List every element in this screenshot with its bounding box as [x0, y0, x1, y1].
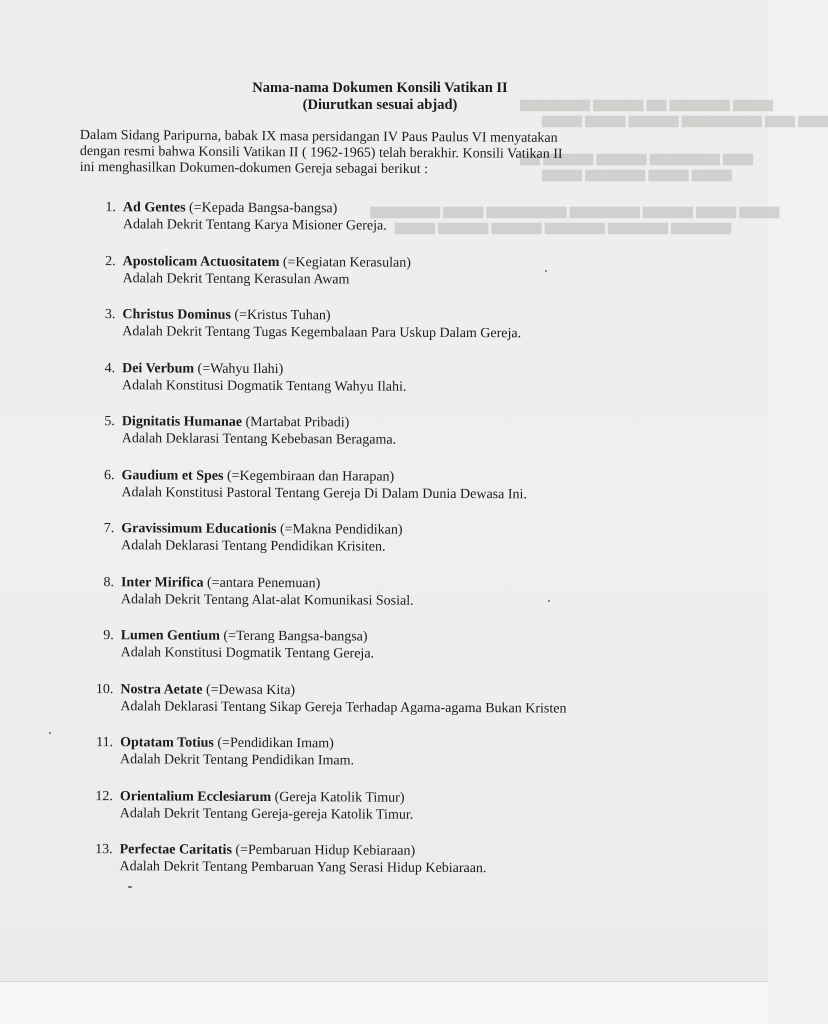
document-description: Adalah Konstitusi Dogmatik Tentang Wahyu Ilahi.	[121, 377, 407, 395]
document-title: Nama-nama Dokumen Konsili Vatikan II	[252, 80, 508, 96]
document-description: Adalah Dekrit Tentang Gereja-gereja Katolik Timur.	[119, 805, 414, 823]
document-description: Adalah Konstitusi Dogmatik Tentang Gereja.	[120, 645, 375, 662]
document-description: Adalah Dekrit Tentang Pembaruan Yang Serasi Hidup Kebiaraan.	[119, 859, 487, 877]
intro-paragraph	[80, 128, 660, 180]
document-meaning: (=Pendidikan Imam)	[217, 735, 334, 752]
document-latin-name: Dignitatis Humanae	[121, 414, 243, 430]
intro-line: dengan resmi bahwa Konsili Vatikan II ( 1962-1965) telah berakhir. Konsili Vatikan II	[79, 143, 563, 162]
item-number: 8.	[103, 574, 115, 590]
list-item	[77, 680, 637, 736]
document-latin-name: Orientalium Ecclesiarum	[119, 788, 272, 805]
document-title-block	[190, 80, 570, 114]
document-description: Adalah Dekrit Tentang Tugas Kegembalaan Para Uskup Dalam Gereja.	[122, 324, 522, 342]
document-meaning: (Martabat Pribadi)	[245, 414, 350, 431]
item-number: 13.	[95, 842, 113, 858]
scan-speck	[548, 600, 550, 602]
document-latin-name: Perfectae Caritatis	[119, 842, 232, 858]
document-latin-name: Ad Gentes	[122, 200, 186, 216]
item-number: 6.	[104, 467, 115, 483]
document-meaning: (=Dewasa Kita)	[205, 682, 296, 698]
document-meaning: (=Wahyu Ilahi)	[197, 361, 284, 377]
list-item	[79, 359, 639, 415]
bleed-through-text: ▆▆▆▆ ▆▆▆▆ ▆▆▆▆▆ ▆▆▆▆▆▆▆▆ ▆▆▆ ▆▆▆	[542, 112, 828, 127]
scan-speck	[128, 886, 132, 888]
document-meaning: (=Makna Pendidikan)	[279, 522, 403, 538]
list-item	[77, 734, 637, 790]
list-item	[79, 306, 639, 362]
bleed-through-text: ▆▆ ▆▆▆▆▆ ▆▆▆▆▆ ▆▆▆▆▆▆▆ ▆▆▆	[520, 150, 753, 165]
document-meaning: (=antara Penemuan)	[207, 575, 321, 591]
list-item	[79, 413, 639, 469]
document-description: Adalah Dekrit Tentang Karya Misioner Gereja.	[122, 217, 387, 234]
document-latin-name: Nostra Aetate	[120, 681, 203, 698]
list-item	[77, 627, 637, 683]
list-item	[80, 199, 640, 255]
list-item	[78, 573, 638, 629]
document-latin-name: Gaudium et Spes	[121, 467, 224, 484]
item-number: 11.	[96, 735, 114, 751]
document-meaning: (=Kegiatan Kerasulan)	[282, 254, 411, 271]
scan-speck	[49, 732, 51, 734]
document-meaning: (=Terang Bangsa-bangsa)	[223, 628, 368, 645]
document-latin-name: Inter Mirifica	[120, 574, 204, 591]
document-description: Adalah Deklarasi Tentang Sikap Gereja Terhadap Agama-agama Bukan Kristen	[120, 698, 567, 717]
intro-line: ini menghasilkan Dokumen-dokumen Gereja sebagai berikut :	[79, 159, 429, 178]
list-item	[79, 252, 639, 308]
document-latin-name: Christus Dominus	[122, 307, 231, 323]
document-list	[76, 199, 640, 897]
list-item	[78, 520, 638, 576]
scanner-margin	[0, 982, 768, 1024]
bleed-through-text: ▆▆▆▆▆▆▆ ▆▆▆▆▆ ▆▆ ▆▆▆▆▆▆ ▆▆▆▆	[520, 96, 773, 111]
list-item	[76, 841, 636, 897]
bleed-through-text: ▆▆▆▆ ▆▆▆▆▆▆ ▆▆▆▆ ▆▆▆▆	[542, 166, 732, 181]
item-number: 12.	[95, 788, 113, 804]
document-latin-name: Dei Verbum	[122, 360, 195, 377]
intro-line: Dalam Sidang Paripurna, babak IX masa persidangan IV Paus Paulus VI menyatakan	[79, 128, 558, 146]
list-item	[78, 466, 638, 522]
item-number: 2.	[105, 253, 116, 269]
item-number: 7.	[103, 521, 115, 537]
item-number: 9.	[103, 628, 114, 644]
document-latin-name: Optatam Totius	[120, 735, 214, 751]
item-number: 4.	[104, 360, 116, 376]
bleed-through-text: ▆▆▆▆ ▆▆▆▆▆ ▆▆▆▆▆ ▆▆▆▆▆▆ ▆▆▆▆▆▆ ▆▆▆▆▆▆	[395, 219, 732, 234]
document-meaning: (Gereja Katolik Timur)	[274, 789, 405, 806]
document-meaning: (=Kepada Bangsa-bangsa)	[189, 200, 338, 217]
bleed-through-text: ▆▆▆▆▆▆▆ ▆▆▆▆ ▆▆▆▆▆▆▆▆ ▆▆▆▆▆▆▆ ▆▆▆▆▆ ▆▆▆▆ ▆▆▆▆	[370, 203, 780, 218]
document-description: Adalah Dekrit Tentang Pendidikan Imam.	[120, 752, 355, 769]
document-subtitle: (Diurutkan sesuai abjad)	[302, 97, 458, 113]
item-number: 1.	[105, 200, 116, 216]
item-number: 10.	[95, 681, 114, 697]
document-description: Adalah Dekrit Tentang Alat-alat Komunikasi Sosial.	[120, 591, 414, 609]
item-number: 5.	[104, 414, 115, 430]
document-latin-name: Lumen Gentium	[120, 628, 220, 644]
document-description: Adalah Deklarasi Tentang Kebebasan Beragama.	[121, 431, 397, 448]
document-description: Adalah Deklarasi Tentang Pendidikan Krisiten.	[121, 538, 386, 555]
document-meaning: (=Kegembiraan dan Harapan)	[226, 468, 395, 485]
item-number: 3.	[104, 307, 116, 323]
document-latin-name: Apostolicam Actuositatem	[122, 253, 280, 270]
list-item	[77, 787, 637, 843]
document-description: Adalah Dekrit Tentang Kerasulan Awam	[122, 270, 350, 287]
document-meaning: (=Kristus Tuhan)	[234, 307, 331, 324]
document-description: Adalah Konstitusi Pastoral Tentang Gereja Di Dalam Dunia Dewasa Ini.	[121, 484, 527, 502]
document-meaning: (=Pembaruan Hidup Kebiaraan)	[235, 842, 416, 859]
scan-speck	[545, 270, 547, 272]
document-latin-name: Gravissimum Educationis	[121, 521, 277, 538]
